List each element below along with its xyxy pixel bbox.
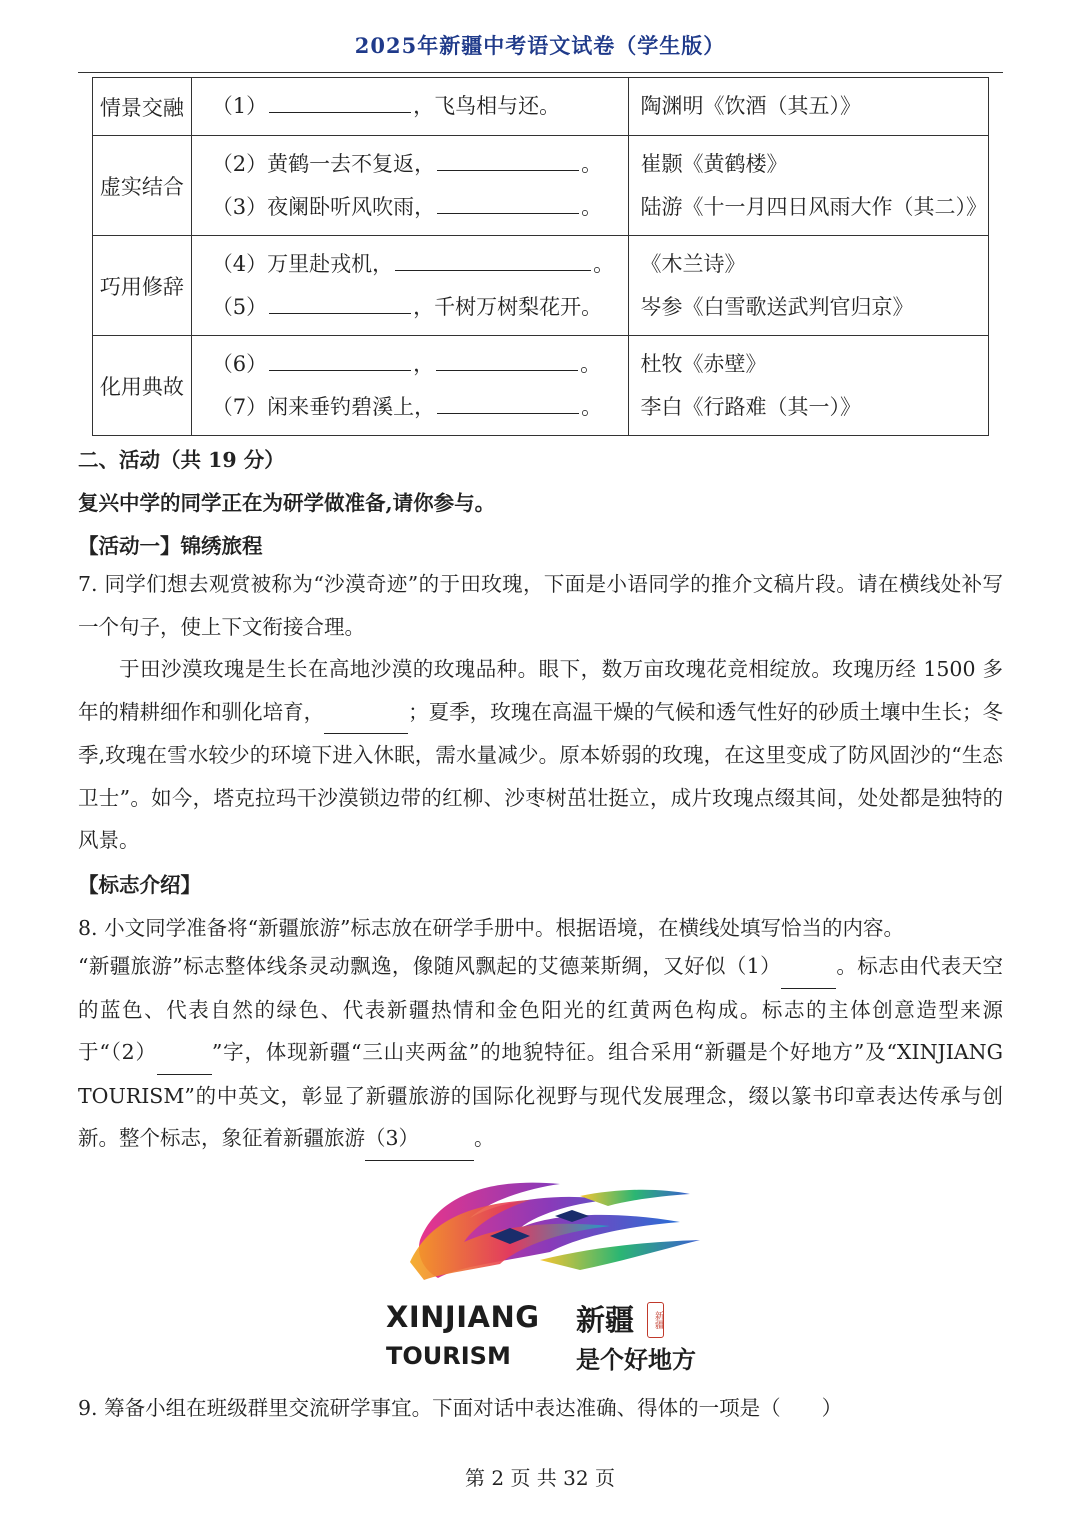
table-row: [93, 236, 989, 336]
q8-blank-3[interactable]: [419, 1117, 474, 1161]
q8-blank-2[interactable]: [157, 1031, 212, 1075]
header-divider: [78, 72, 1003, 73]
section-intro: 复兴中学的同学正在为研学做准备,请你参与。: [78, 491, 496, 515]
q8-blank-1[interactable]: [781, 945, 836, 989]
q8-passage: “新疆旅游”标志整体线条灵动飘逸，像随风飘起的艾德莱斯绸，又好似（1） 。标志由代表天空的蓝色、代表自然的绿色、代表新疆热情和金色阳光的红黄两色构成。标志的主体创意造型来源于“（2） ”字，体现新疆“三山夹两盆”的地貌特征。组合采用“新疆是个好地方”及“XINJIANG TOURISM”的中英文，彰显了新疆旅游的国际化视野与现代发展理念，缀以篆书印章表达传承与创新。整个标志，象征着新疆旅游（3） 。: [78, 945, 1003, 1161]
source-cell: 杜牧《赤壁》 李白《行路难（其一）》: [628, 336, 989, 436]
question-cell: （1） ，飞鸟相与还。: [191, 78, 628, 136]
question-cell: （4）万里赴戎机， 。 （5） ，千树万树梨花开。: [191, 236, 628, 336]
page-title: 2025年新疆中考语文试卷（学生版）: [354, 33, 726, 58]
logo-section-heading: 【标志介绍】: [78, 873, 201, 897]
answer-blank[interactable]: [269, 287, 411, 314]
category-cell: 化用典故: [93, 336, 192, 436]
logo-en-line2: TOURISM: [386, 1342, 511, 1370]
logo-cn-line1: 新疆: [576, 1303, 635, 1337]
table-row: [93, 336, 989, 436]
answer-blank[interactable]: [437, 187, 579, 214]
answer-blank[interactable]: [395, 244, 591, 271]
q7-answer-blank[interactable]: [324, 691, 408, 735]
q7-prompt: 7. 同学们想去观赏被称为“沙漠奇迹”的于田玫瑰，下面是小语同学的推介文稿片段。请在横线处补写一个句子，使上下文衔接合理。: [78, 572, 1003, 639]
category-cell: 巧用修辞: [93, 236, 192, 336]
answer-blank[interactable]: [437, 144, 579, 171]
poem-fill-table: [92, 77, 989, 436]
logo-swirl-graphic: [380, 1170, 710, 1280]
xinjiang-tourism-logo: [380, 1170, 710, 1380]
source-cell: 《木兰诗》 岑参《白雪歌送武判官归京》: [628, 236, 989, 336]
table-row: [93, 78, 989, 136]
q9-prompt: 9. 筹备小组在班级群里交流研学事宜。下面对话中表达准确、得体的一项是（ ）: [78, 1396, 843, 1420]
logo-seal-stamp: 新疆: [647, 1302, 664, 1338]
q8-prompt: 8. 小文同学准备将“新疆旅游”标志放在研学手册中。根据语境，在横线处填写恰当的内容。: [78, 916, 905, 940]
category-cell: 虚实结合: [93, 136, 192, 236]
page-number: 第 2 页 共 32 页: [465, 1466, 615, 1490]
activity-heading: 【活动一】锦绣旅程: [78, 534, 263, 558]
answer-blank[interactable]: [269, 344, 411, 371]
table-row: [93, 136, 989, 236]
section-heading: 二、活动（共 19 分）: [78, 448, 285, 472]
category-cell: 情景交融: [93, 78, 192, 136]
logo-en-line1: XINJIANG: [386, 1300, 540, 1334]
logo-cn-line2: 是个好地方: [576, 1346, 696, 1374]
answer-blank[interactable]: [269, 86, 411, 113]
q7-passage: 于田沙漠玫瑰是生长在高地沙漠的玫瑰品种。眼下，数万亩玫瑰花竞相绽放。玫瑰历经 1500 多年的精耕细作和驯化培育， ；夏季，玫瑰在高温干燥的气候和透气性好的砂质土壤中生长；冬季,玫瑰在雪水较少的环境下进入休眠，需水量减少。原本娇弱的玫瑰，在这里变成了防风固沙的“生态卫士”。如今，塔克拉玛干沙漠锁边带的红柳、沙枣树茁壮挺立，成片玫瑰点缀其间，处处都是独特的风景。: [78, 657, 1004, 852]
answer-blank[interactable]: [436, 344, 578, 371]
q8-blank-3-label: （3）: [365, 1117, 419, 1161]
source-cell: 陶渊明《饮酒（其五）》: [628, 78, 989, 136]
question-cell: （6） ， 。 （7）闲来垂钓碧溪上， 。: [191, 336, 628, 436]
source-cell: 崔颢《黄鹤楼》 陆游《十一月四日风雨大作（其二）》: [628, 136, 989, 236]
question-cell: （2）黄鹤一去不复返， 。 （3）夜阑卧听风吹雨， 。: [191, 136, 628, 236]
answer-blank[interactable]: [437, 387, 579, 414]
